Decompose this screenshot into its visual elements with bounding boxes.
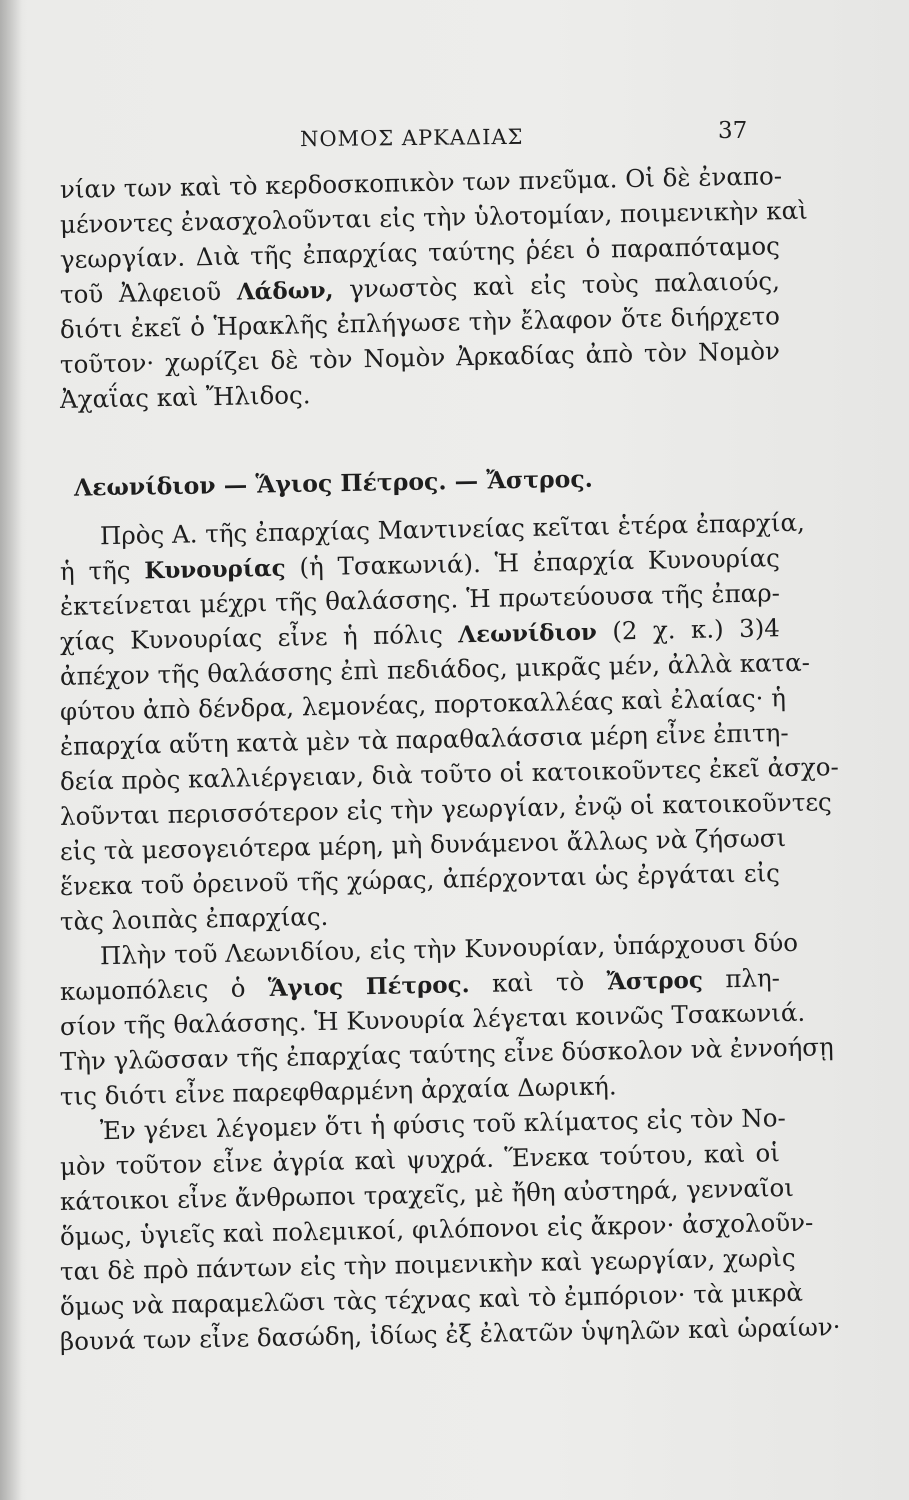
text-run: χίας Κυνουρίας εἶνε ἡ πόλις — [59, 619, 459, 656]
text-run: ἡ τῆς — [59, 555, 145, 586]
running-title: ΝΟΜΟΣ ΑΡΚΑΔΙΑΣ — [299, 124, 524, 152]
text-line: νίαν των καὶ τὸ κερδοσκοπικὸν των πνεῦμα. Οἱ δὲ ἐναπο- — [59, 161, 783, 204]
text-line: τοῦτον· χωρίζει δὲ τὸν Νομὸν Ἀρκαδίας ἀπὸ τὸν Νομὸν — [59, 336, 781, 379]
body-text — [59, 161, 841, 1359]
bold-place-name: Ἄστρος — [606, 966, 704, 996]
page-number: 37 — [718, 118, 748, 144]
text-line: μὸν τοῦτον εἶνε ἀγρία καὶ ψυχρά. Ἕνεκα τούτου, καὶ οἱ — [59, 1138, 781, 1181]
text-line: ἐπαρχία αὕτη κατὰ μὲν τὰ παραθαλάσσια μέρη εἶνε ἐπιτη- — [59, 718, 789, 761]
text-line: ἀπέχον τῆς θαλάσσης ἐπὶ πεδιάδος, μικρᾶς μέν, ἀλλὰ κατα- — [59, 647, 811, 691]
text-line: ται δὲ πρὸ πάντων εἰς τὴν ποιμενικὴν καὶ γεωργίαν, χωρὶς — [59, 1242, 796, 1286]
bold-place-name: Λεωνίδιον — [458, 618, 598, 649]
text-line: ἕνεκα τοῦ ὀρεινοῦ τῆς χώρας, ἀπέρχονται ὡς ἐργάται εἰς — [59, 858, 781, 901]
text-run: κωμοπόλεις ὁ — [59, 973, 269, 1006]
text-line: Τὴν γλῶσσαν τῆς ἐπαρχίας ταύτης εἶνε δύσκολον νὰ ἐννοήσῃ — [59, 1032, 834, 1076]
text-line: ὅμως, ὑγιεῖς καὶ πολεμικοί, φιλόπονοι εἰς ἄκρον· ἀσχολοῦν- — [59, 1207, 814, 1251]
text-line: βουνά των εἶνε δασώδη, ἰδίως ἐξ ἐλατῶν ὑψηλῶν καὶ ὡραίων· — [59, 1312, 841, 1356]
text-line: Πλὴν τοῦ Λεωνιδίου, εἰς τὴν Κυνουρίαν, ὑπάρχουσι δύο — [99, 927, 799, 971]
text-line: φύτου ἀπὸ δένδρα, λεμονέας, πορτοκαλλέας καὶ ἐλαίας· ἡ — [59, 683, 787, 726]
section-heading: Λεωνίδιον — Ἅγιος Πέτρος. — Ἄστρος. — [73, 464, 594, 502]
text-line: μένοντες ἐνασχολοῦνται εἰς τὴν ὑλοτομίαν, ποιμενικὴν καὶ — [59, 195, 808, 239]
paragraph-2 — [59, 507, 840, 939]
text-line: γεωργίαν. Διὰ τῆς ἐπαρχίας ταύτης ῥέει ὁ παραπόταμος — [59, 231, 781, 274]
text-line: τις διότι εἶνε παρεφθαρμένη ἀρχαία Δωρική. — [59, 1071, 617, 1111]
text-line: εἰς τὰ μεσογειότερα μέρη, μὴ δυνάμενοι ἄλλως νὰ ζήσωσι — [59, 823, 787, 866]
paragraph-3 — [59, 927, 834, 1114]
paragraph-4 — [59, 1103, 841, 1359]
text-run: τοῦ Ἀλφειοῦ — [59, 276, 238, 309]
text-line: διότι ἐκεῖ ὁ Ἡρακλῆς ἐπλήγωσε τὴν ἔλαφον ὅτε διήρχετο — [59, 301, 781, 344]
running-head — [0, 118, 909, 158]
text-line: ἐκτείνεται μέχρι τῆς θαλάσσης. Ἡ πρωτεύουσα τῆς ἐπαρ- — [59, 578, 781, 621]
bold-place-name: Λάδων, — [236, 276, 334, 306]
text-line: σίον τῆς θαλάσσης. Ἡ Κυνουρία λέγεται κοινῶς Τσακωνιά. — [59, 997, 806, 1041]
bold-place-name: Κυνουρίας — [144, 554, 286, 585]
binding-shadow — [0, 0, 22, 1500]
text-run: καὶ τὸ — [469, 966, 607, 999]
text-run: (2 χ. κ.) 3)4 — [596, 613, 781, 646]
bold-place-name: Ἅγιος Πέτρος. — [267, 971, 470, 1003]
text-run: πλη- — [702, 963, 781, 994]
text-line: δεία πρὸς καλλιέργειαν, διὰ τοῦτο οἱ κατοικοῦντες ἐκεῖ ἀσχο- — [59, 752, 840, 796]
text-line: τὰς λοιπὰς ἐπαρχίας. — [59, 901, 329, 936]
text-run: (ἡ Τσακωνιά). Ἡ ἐπαρχία Κυνουρίας — [285, 543, 781, 582]
text-line: Ἀχαΐας καὶ Ἤλιδος. — [59, 380, 311, 414]
text-line: ὅμως νὰ παραμελῶσι τὰς τέχνας καὶ τὸ ἐμπόριον· τὰ μικρὰ — [59, 1277, 804, 1321]
text-line: Ἐν γένει λέγομεν ὅτι ἡ φύσις τοῦ κλίματος εἰς τὸν Νο- — [99, 1103, 786, 1146]
text-run: γνωστὸς καὶ εἰς τοὺς παλαιούς, — [333, 266, 781, 304]
text-line: Πρὸς Α. τῆς ἐπαρχίας Μαντινείας κεῖται ἑτέρα ἐπαρχία, — [99, 507, 806, 551]
paragraph-1 — [59, 161, 808, 417]
text-line: κάτοικοι εἶνε ἄνθρωποι τραχεῖς, μὲ ἤθη αὐστηρά, γενναῖοι — [59, 1172, 795, 1216]
text-line: λοῦνται περισσότερον εἰς τὴν γεωργίαν, ἐνῷ οἱ κατοικοῦντες — [59, 787, 833, 831]
